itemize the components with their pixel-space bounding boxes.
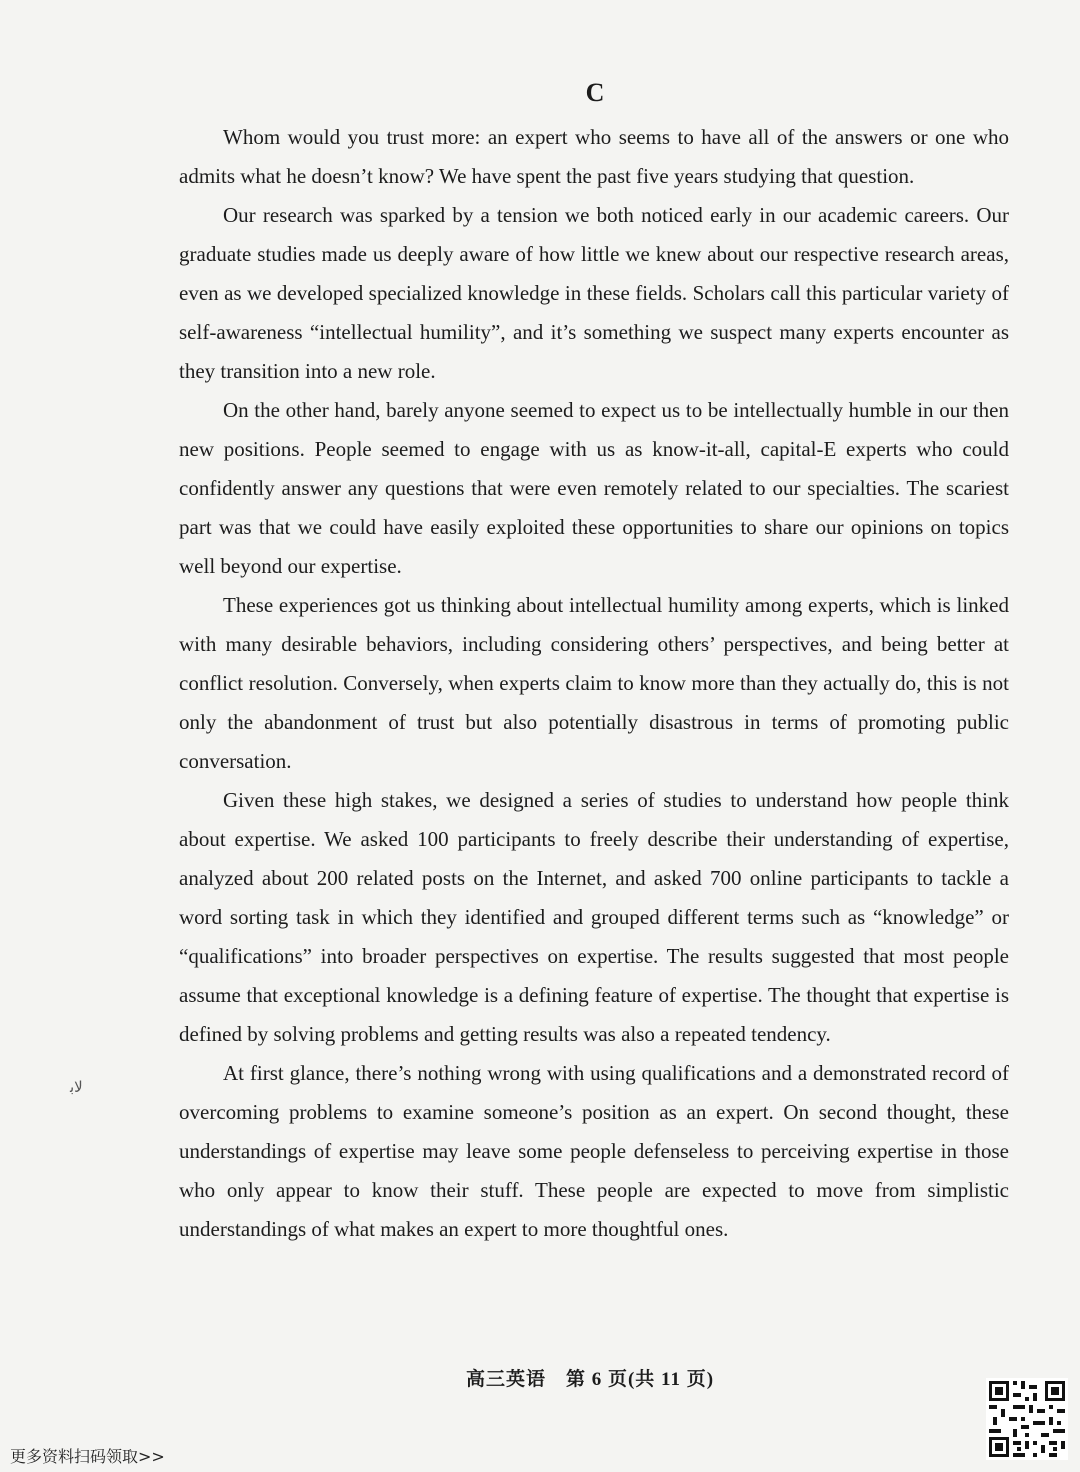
margin-scribble: ﻟﺎﺑ xyxy=(70,1078,83,1096)
paragraph-3: On the other hand, barely anyone seemed to expect us to be intellectually humble in our then new positions. People seemed to engage with us as know-it-all, capital-E experts who could confidently answer any questions that were even remotely related to our specialties. The scariest part was that we could have easily exploited these opportunities to share our opinions on topics well beyond our expertise. xyxy=(179,398,1009,578)
paragraph-1: Whom would you trust more: an expert who seems to have all of the answers or one who admits what he doesn’t know? We have spent the past five years studying that question. xyxy=(179,125,1009,188)
paragraph-2: Our research was sparked by a tension we both noticed early in our academic careers. Our graduate studies made us deeply aware of how little we knew about our respective research areas, even as we developed specialized knowledge in these fields. Scholars call this particular variety of self-awareness “intellectual humility”, and it’s something we suspect many experts encounter as they transition into a new role. xyxy=(179,203,1009,383)
page-footer: 高三英语 第 6 页(共 11 页) xyxy=(465,1369,715,1390)
reading-passage xyxy=(179,118,1009,1249)
paragraph-6: At first glance, there’s nothing wrong with using qualifications and a demonstrated record of overcoming problems to examine someone’s position as an expert. On second thought, these understandings of expertise may leave some people defenseless to perceiving expertise in those who only appear to know their stuff. These people are expected to move from simplistic understandings of what makes an expert to more thoughtful ones. xyxy=(179,1061,1009,1241)
section-letter: C xyxy=(585,78,605,107)
more-resources-link[interactable]: 更多资料扫码领取>> xyxy=(10,1447,165,1466)
paragraph-4: These experiences got us thinking about intellectual humility among experts, which is linked with many desirable behaviors, including considering others’ perspectives, and being better at conflict resolution. Conversely, when experts claim to know more than they actually do, this is not only the abandonment of trust but also potentially disastrous in terms of promoting public conversation. xyxy=(179,593,1009,773)
qr-code-graphic xyxy=(986,1378,1068,1460)
qr-code-icon[interactable] xyxy=(986,1378,1068,1460)
paragraph-5: Given these high stakes, we designed a series of studies to understand how people think about expertise. We asked 100 participants to freely describe their understanding of expertise, analyzed about 200 related posts on the Internet, and asked 700 online participants to tackle a word sorting task in which they identified and grouped different terms such as “knowledge” or “qualifications” into broader perspectives on expertise. The results suggested that most people assume that exceptional knowledge is a defining feature of expertise. The thought that expertise is defined by solving problems and getting results was also a repeated tendency. xyxy=(179,788,1009,1046)
